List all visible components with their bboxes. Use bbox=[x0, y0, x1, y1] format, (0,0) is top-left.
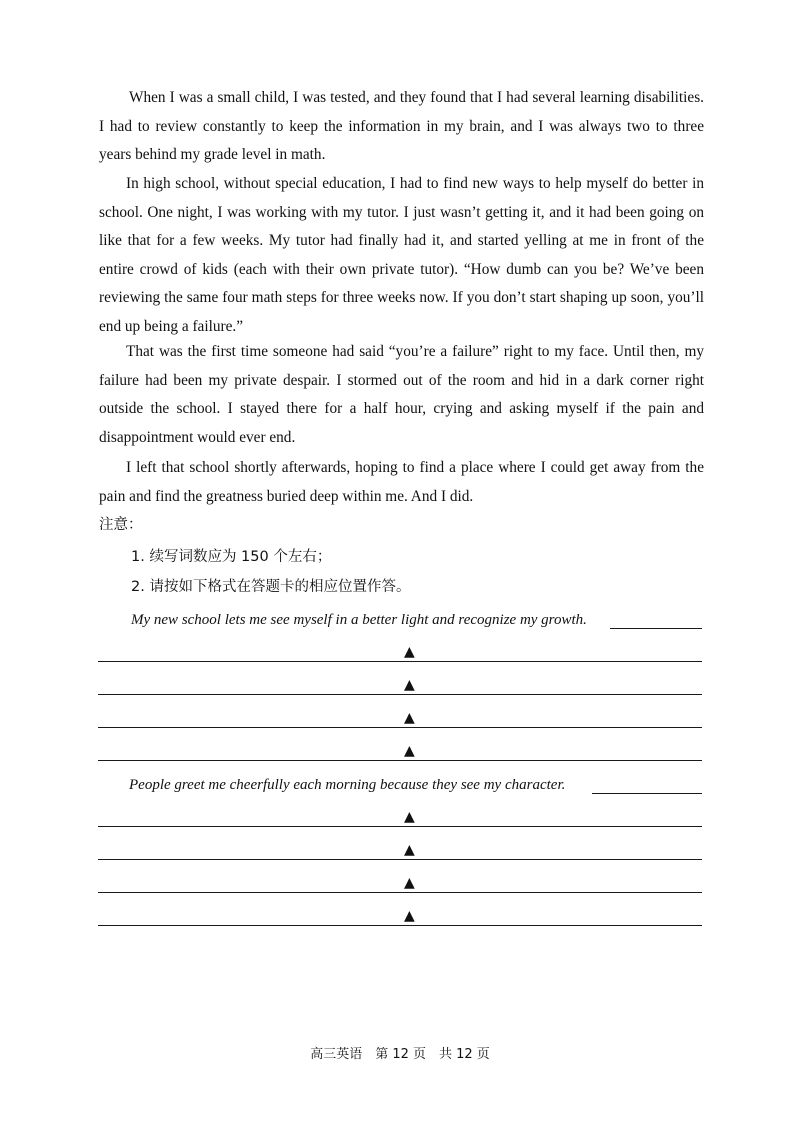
triangle-marker-icon: ▲ bbox=[404, 710, 415, 726]
prompt-1-continuation-line[interactable] bbox=[610, 628, 702, 629]
triangle-marker-icon: ▲ bbox=[404, 644, 415, 660]
writing-prompt-1: My new school lets me see myself in a better light and recognize my growth. bbox=[131, 612, 587, 628]
writing-prompt-2: People greet me cheerfully each morning because they see my character. bbox=[129, 777, 566, 793]
note-item-format: 2. 请按如下格式在答题卡的相应位置作答。 bbox=[131, 579, 411, 595]
page-footer: 高三英语 第 12 页 共 12 页 bbox=[310, 1047, 490, 1062]
writing-line-2[interactable] bbox=[98, 694, 702, 695]
triangle-marker-icon: ▲ bbox=[404, 908, 415, 924]
triangle-marker-icon: ▲ bbox=[404, 743, 415, 759]
writing-line-5[interactable] bbox=[98, 826, 702, 827]
writing-line-7[interactable] bbox=[98, 892, 702, 893]
writing-line-4[interactable] bbox=[98, 760, 702, 761]
passage-paragraph-1: When I was a small child, I was tested, and they found that I had several learning disabilities. I had to review constantly to keep the information in my brain, and I was always two to three years behind my grade level in math. bbox=[99, 89, 704, 164]
writing-line-3[interactable] bbox=[98, 727, 702, 728]
writing-line-6[interactable] bbox=[98, 859, 702, 860]
note-item-word-count: 1. 续写词数应为 150 个左右； bbox=[131, 549, 332, 565]
writing-line-8[interactable] bbox=[98, 925, 702, 926]
triangle-marker-icon: ▲ bbox=[404, 677, 415, 693]
passage-paragraph-3: That was the first time someone had said “you’re a failure” right to my face. Until then, my failure had been my private despair. I stormed out of the room and hid in a dark corner right outside the school. I stayed there for a half hour, crying and asking myself if the pain and disappointment would ever end. bbox=[99, 343, 704, 446]
passage-paragraph-2: In high school, without special education, I had to find new ways to help myself do better in school. One night, I was working with my tutor. I just wasn’t getting it, and it had been going on like that for a few weeks. My tutor had finally had it, and started yelling at me in front of the entire crowd of kids (each with their own private tutor). “How dumb can you be? We’ve been reviewing the same four math steps for three weeks now. If you don’t start shaping up soon, you’ll end up being a failure.” bbox=[99, 175, 704, 335]
notes-title: 注意： bbox=[99, 517, 143, 533]
writing-line-1[interactable] bbox=[98, 661, 702, 662]
triangle-marker-icon: ▲ bbox=[404, 809, 415, 825]
triangle-marker-icon: ▲ bbox=[404, 842, 415, 858]
passage-paragraph-4: I left that school shortly afterwards, hoping to find a place where I could get away from the pain and find the greatness buried deep within me. And I did. bbox=[99, 459, 704, 505]
prompt-2-continuation-line[interactable] bbox=[592, 793, 702, 794]
triangle-marker-icon: ▲ bbox=[404, 875, 415, 891]
